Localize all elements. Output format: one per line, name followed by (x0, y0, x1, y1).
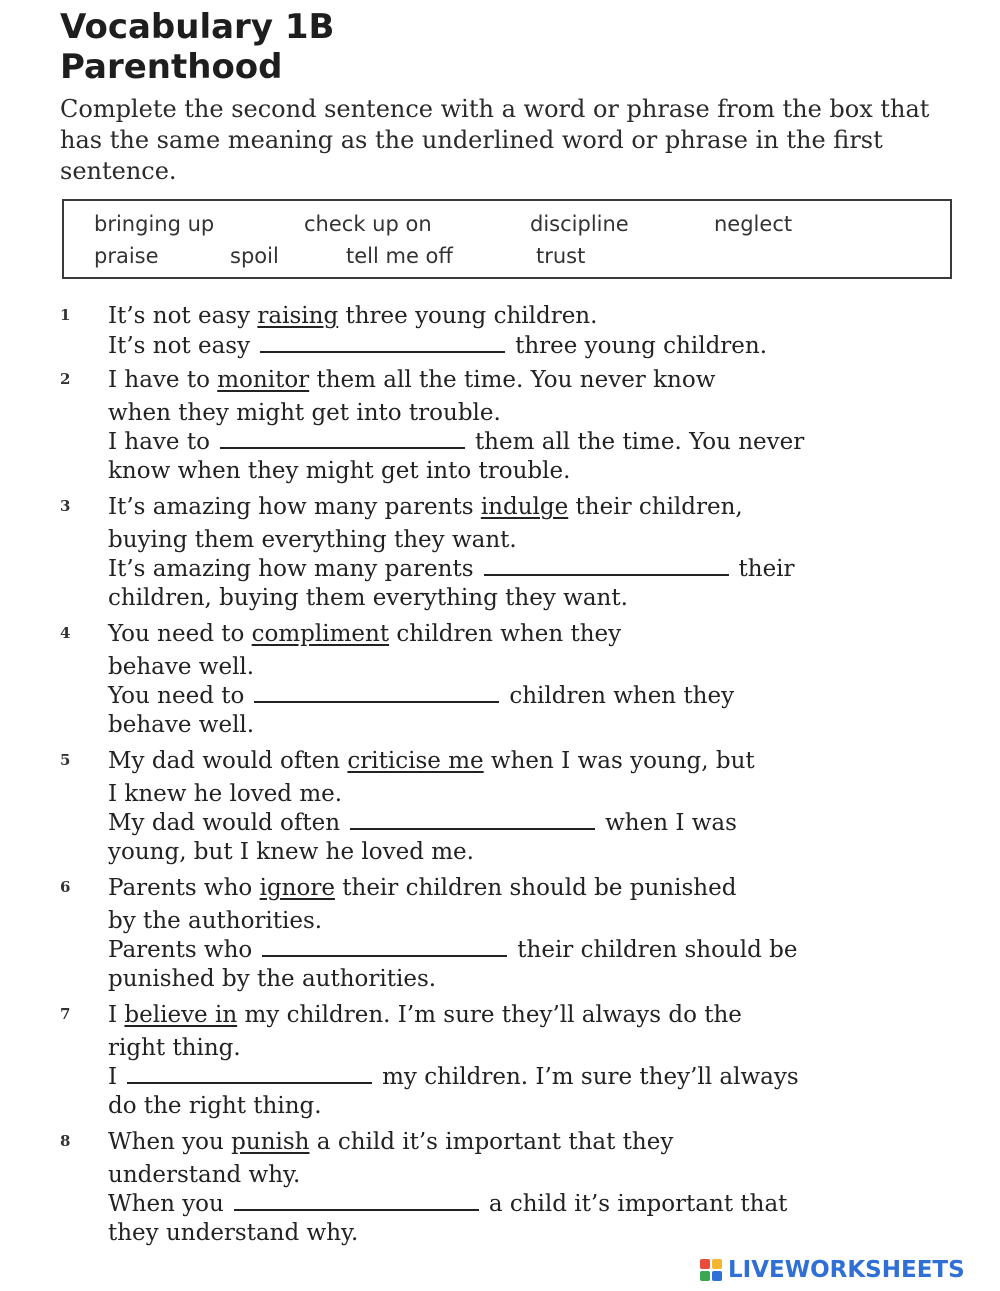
original-sentence-continued: I knew he loved me. (108, 781, 343, 807)
instructions: Complete the second sentence with a word or phrase from the box that has the same meaning as the underlined word or phrase in the first sentence. (60, 95, 930, 185)
word-box-item: praise (94, 244, 159, 268)
worksheet-title: Vocabulary 1B (60, 7, 335, 47)
answer-blank[interactable] (254, 683, 499, 703)
rewrite-sentence: My dad would often when I was (108, 810, 737, 836)
word-box-item: bringing up (94, 212, 215, 236)
item-number: 8 (60, 1132, 71, 1150)
underlined-phrase: ignore (259, 875, 335, 901)
underlined-phrase: raising (257, 303, 339, 329)
rewrite-sentence: Parents who their children should be (108, 937, 798, 963)
item-number: 5 (60, 751, 71, 769)
original-sentence: It’s not easy raising three young children. (108, 303, 598, 329)
item-number: 6 (60, 878, 71, 896)
original-sentence: Parents who ignore their children should be punished (108, 875, 737, 901)
original-sentence: I have to monitor them all the time. You never know (108, 367, 716, 393)
underlined-phrase: compliment (251, 621, 390, 647)
underlined-phrase: believe in (124, 1002, 238, 1028)
rewrite-sentence: You need to children when they (108, 683, 735, 709)
answer-blank[interactable] (127, 1064, 372, 1084)
original-sentence-continued: behave well. (108, 654, 255, 680)
original-sentence-continued: by the authorities. (108, 908, 323, 934)
underlined-phrase: criticise me (347, 748, 484, 774)
rewrite-sentence-continued: know when they might get into trouble. (108, 458, 571, 484)
underlined-phrase: indulge (480, 494, 569, 520)
word-box-item: discipline (530, 212, 629, 236)
original-sentence-continued: right thing. (108, 1035, 241, 1061)
liveworksheets-logo-icon (700, 1259, 722, 1281)
word-box-item: neglect (714, 212, 793, 236)
answer-blank[interactable] (260, 333, 505, 353)
answer-blank[interactable] (350, 810, 595, 830)
answer-blank[interactable] (234, 1191, 479, 1211)
rewrite-sentence: It’s amazing how many parents their (108, 556, 795, 582)
original-sentence: When you punish a child it’s important that they (108, 1129, 674, 1155)
underlined-phrase: monitor (217, 367, 310, 393)
original-sentence: My dad would often criticise me when I was young, but (108, 748, 755, 774)
rewrite-sentence-continued: behave well. (108, 712, 255, 738)
word-box-item: trust (536, 244, 586, 268)
original-sentence: You need to compliment children when they (108, 621, 622, 647)
item-number: 3 (60, 497, 71, 515)
original-sentence-continued: when they might get into trouble. (108, 400, 501, 426)
rewrite-sentence-continued: young, but I knew he loved me. (108, 839, 474, 865)
original-sentence-continued: buying them everything they want. (108, 527, 517, 553)
original-sentence-continued: understand why. (108, 1162, 301, 1188)
rewrite-sentence-continued: do the right thing. (108, 1093, 322, 1119)
item-number: 7 (60, 1005, 71, 1023)
rewrite-sentence-continued: punished by the authorities. (108, 966, 437, 992)
original-sentence: It’s amazing how many parents indulge their children, (108, 494, 743, 520)
word-box-item: spoil (230, 244, 279, 268)
rewrite-sentence-continued: they understand why. (108, 1220, 359, 1246)
word-box-item: tell me off (346, 244, 453, 268)
rewrite-sentence-continued: children, buying them everything they want. (108, 585, 628, 611)
answer-blank[interactable] (484, 556, 729, 576)
logo-text: LIVEWORKSHEETS (728, 1257, 965, 1283)
liveworksheets-logo[interactable] (700, 1254, 965, 1286)
answer-blank[interactable] (262, 937, 507, 957)
item-number: 2 (60, 370, 71, 388)
rewrite-sentence: It’s not easy three young children. (108, 333, 768, 359)
word-box-item: check up on (304, 212, 432, 236)
word-box (62, 199, 952, 279)
item-number: 1 (60, 306, 71, 324)
underlined-phrase: punish (231, 1129, 310, 1155)
rewrite-sentence: I my children. I’m sure they’ll always (108, 1064, 799, 1090)
rewrite-sentence: I have to them all the time. You never (108, 429, 805, 455)
worksheet-subtitle: Parenthood (60, 47, 283, 87)
original-sentence: I believe in my children. I’m sure they’ll always do the (108, 1002, 742, 1028)
rewrite-sentence: When you a child it’s important that (108, 1191, 788, 1217)
answer-blank[interactable] (220, 429, 465, 449)
item-number: 4 (60, 624, 71, 642)
